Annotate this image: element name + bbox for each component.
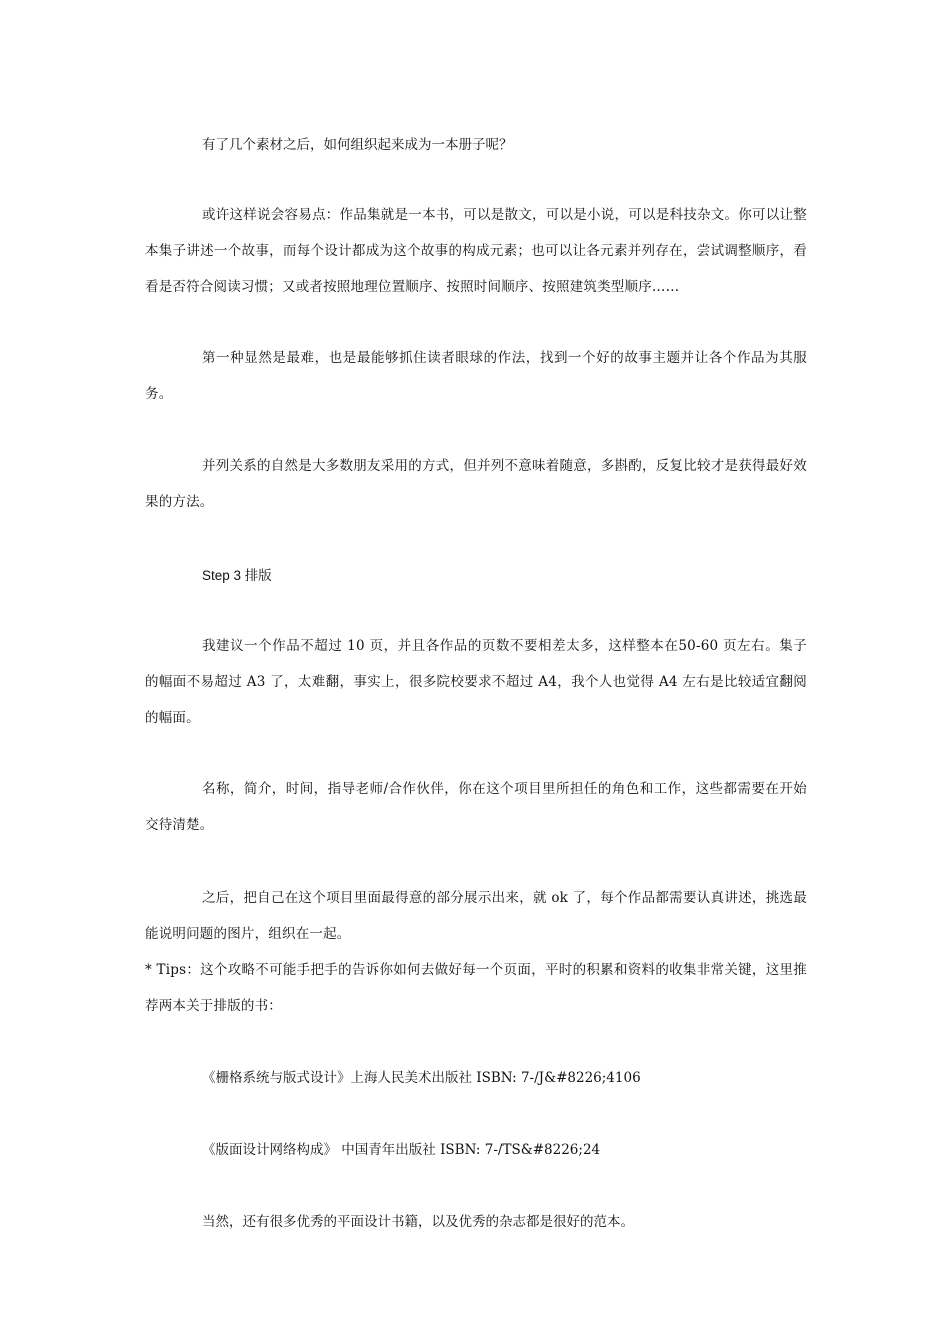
book-recommendation-1: 《栅格系统与版式设计》上海人民美术出版社 ISBN: 7-/J&#8226;4106 (202, 1070, 641, 1086)
paragraph-tips: * Tips：这个攻略不可能手把手的告诉你如何去做好每一个页面，平时的积累和资料的收集非常关键，这里推荐两本关于排版的书： (145, 962, 807, 1014)
paragraph-organization-methods: 或许这样说会容易点：作品集就是一本书，可以是散文，可以是小说，可以是科技杂文。你可以让整本集子讲述一个故事，而每个设计都成为这个故事的构成元素；也可以让各元素并列存在，尝试调整顺序，看看是否符合阅读习惯；又或者按照地理位置顺序、按照时间顺序、按照建筑类型顺序…… (145, 207, 807, 295)
paragraph-closing: 当然，还有很多优秀的平面设计书籍，以及优秀的杂志都是很好的范本。 (202, 1214, 634, 1230)
paragraph-page-count-size: 我建议一个作品不超过 10 页，并且各作品的页数不要相差太多，这样整本在50-60 页左右。集子的幅面不易超过 A3 了，太难翻，事实上，很多院校要求不超过 A4，我个人也觉得 A4 左右是比较适宜翻阅的幅面。 (145, 638, 807, 726)
paragraph-project-info: 名称，简介，时间，指导老师/合作伙伴，你在这个项目里所担任的角色和工作，这些都需要在开始交待清楚。 (145, 781, 807, 833)
paragraph-intro-question: 有了几个素材之后，如何组织起来成为一本册子呢？ (202, 137, 513, 153)
paragraph-story-approach: 第一种显然是最难，也是最能够抓住读者眼球的作法，找到一个好的故事主题并让各个作品为其服务。 (145, 350, 807, 402)
book-recommendation-2: 《版面设计网络构成》 中国青年出版社 ISBN: 7-/TS&#8226;24 (202, 1142, 601, 1158)
paragraph-showcase: 之后，把自己在这个项目里面最得意的部分展示出来，就 ok 了，每个作品都需要认真讲述，挑选最能说明问题的图片，组织在一起。 (145, 890, 807, 942)
section-heading-step3: Step 3 排版 (202, 568, 272, 583)
paragraph-parallel-approach: 并列关系的自然是大多数朋友采用的方式，但并列不意味着随意，多斟酌，反复比较才是获得最好效果的方法。 (145, 458, 807, 510)
